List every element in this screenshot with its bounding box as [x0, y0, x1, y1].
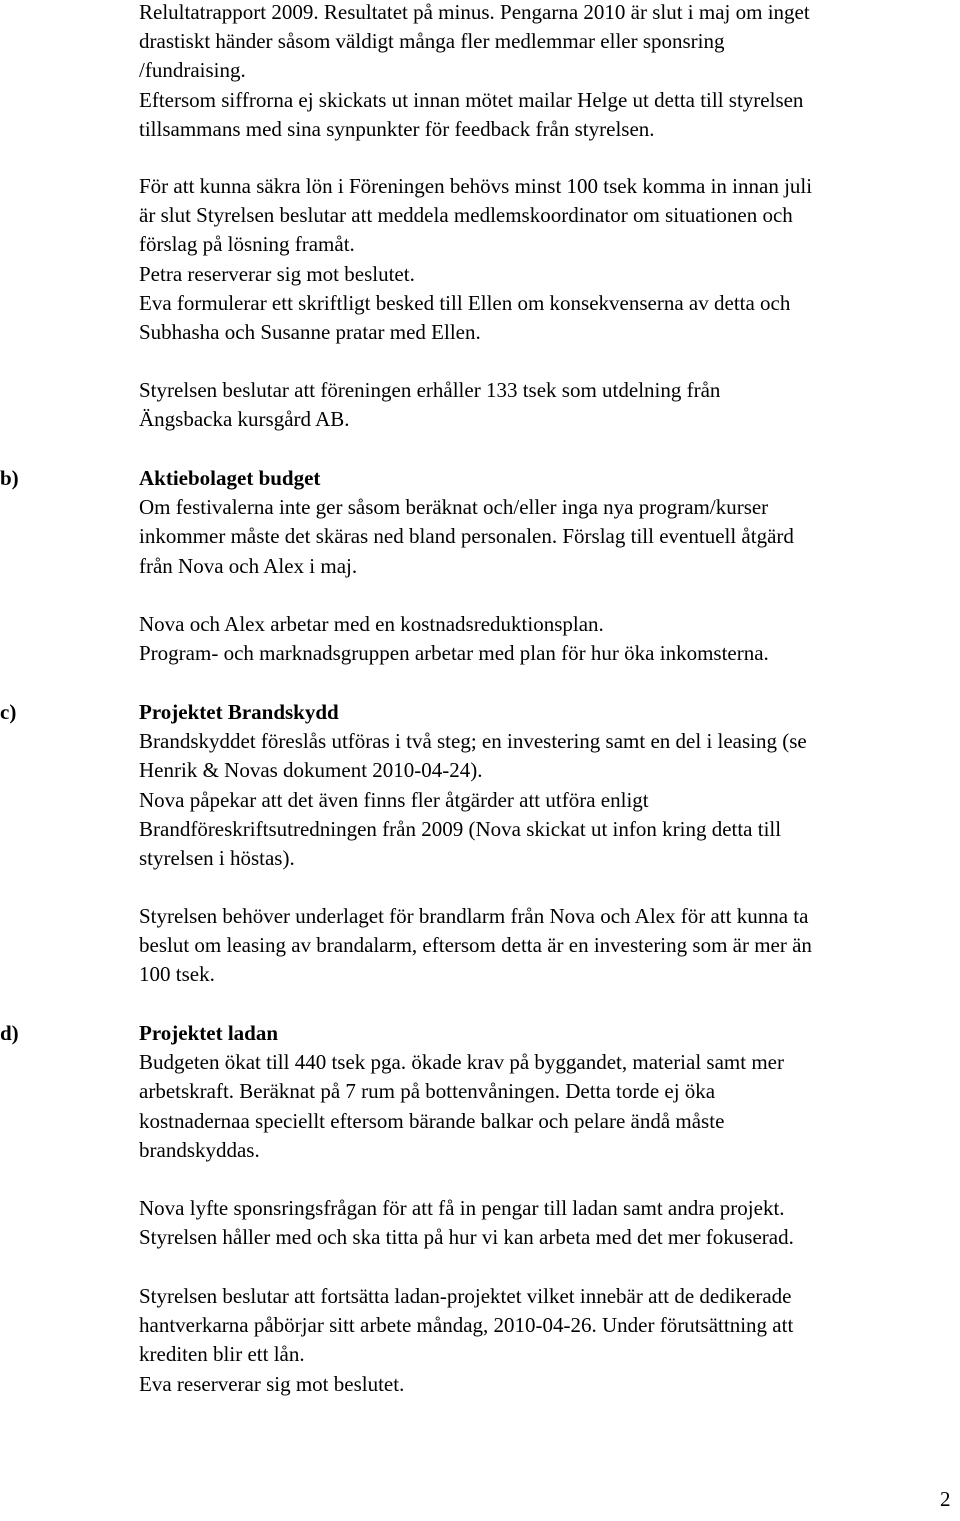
page-number: 2 — [940, 1487, 951, 1511]
text-line: är slut Styrelsen beslutar att meddela medlemskoordinator om situationen och — [139, 203, 793, 228]
text-line: tillsammans med sina synpunkter för feedback från styrelsen. — [139, 116, 655, 141]
text-line: styrelsen i höstas). — [139, 846, 295, 871]
text-line: Eva reserverar sig mot beslutet. — [139, 1371, 405, 1396]
section-b-actions — [139, 610, 954, 668]
paragraph-result-report — [139, 0, 954, 144]
text-line: Eftersom siffrorna ej skickats ut innan mötet mailar Helge ut detta till styrelsen — [139, 87, 804, 112]
text-line: drastiskt händer såsom väldigt många fler medlemmar eller sponsring — [139, 29, 725, 54]
text-line: Brandföreskriftsutredningen från 2009 (Nova skickat ut infon kring detta till — [139, 816, 782, 841]
section-marker-b: b) — [0, 466, 19, 490]
text-line: Eva formulerar ett skriftligt besked till Ellen om konsekvenserna av detta och — [139, 290, 791, 315]
text-line: Subhasha och Susanne pratar med Ellen. — [139, 320, 481, 345]
section-marker-c: c) — [0, 700, 17, 724]
text-line: /fundraising. — [139, 58, 246, 83]
section-d-title: Projektet ladan — [139, 1021, 279, 1045]
paragraph-grant-decision — [139, 376, 954, 434]
section-d — [139, 1019, 954, 1165]
text-line: 100 tsek. — [139, 962, 215, 987]
text-line: från Nova och Alex i maj. — [139, 553, 358, 578]
text-line: Program- och marknadsgruppen arbetar med plan för hur öka inkomsterna. — [139, 641, 769, 666]
section-marker-d: d) — [0, 1021, 19, 1045]
section-c — [139, 698, 954, 873]
text-line: beslut om leasing av brandalarm, eftersom detta är en investering som är mer än — [139, 933, 812, 958]
text-line: Nova påpekar att det även finns fler åtgärder att utföra enligt — [139, 787, 649, 812]
text-line: Nova och Alex arbetar med en kostnadsreduktionsplan. — [139, 612, 604, 636]
text-line: Henrik & Novas dokument 2010-04-24). — [139, 758, 483, 783]
section-d-sponsoring — [139, 1194, 954, 1252]
text-line: Budgeten ökat till 440 tsek pga. ökade krav på byggandet, material samt mer — [139, 1050, 784, 1075]
text-line: arbetskraft. Beräknat på 7 rum på bottenvåningen. Detta torde ej öka — [139, 1079, 716, 1104]
text-line: förslag på lösning framåt. — [139, 232, 355, 257]
text-line: brandskyddas. — [139, 1137, 260, 1162]
text-line: Ängsbacka kursgård AB. — [139, 407, 350, 432]
text-line: Brandskyddet föreslås utföras i två steg; en investering samt en del i leasing (se — [139, 729, 807, 754]
text-line: Om festivalerna inte ger såsom beräknat och/eller inga nya program/kurser — [139, 495, 769, 520]
text-line: Styrelsen håller med och ska titta på hur vi kan arbeta med det mer fokuserad. — [139, 1225, 794, 1250]
text-line: Nova lyfte sponsringsfrågan för att få in pengar till ladan samt andra projekt. — [139, 1196, 785, 1220]
section-c-fire-alarm — [139, 902, 954, 990]
text-line: kostnadernaa speciellt eftersom bärande balkar och pelare ändå måste — [139, 1108, 725, 1133]
section-c-title: Projektet Brandskydd — [139, 700, 339, 724]
text-line: Styrelsen beslutar att föreningen erhåller 133 tsek som utdelning från — [139, 378, 721, 402]
text-line: krediten blir ett lån. — [139, 1342, 305, 1367]
section-d-decision — [139, 1282, 954, 1399]
text-line: inkommer måste det skäras ned bland personalen. Förslag till eventuell åtgärd — [139, 524, 794, 549]
text-line: Styrelsen beslutar att fortsätta ladan-projektet vilket innebär att de dedikerade — [139, 1284, 792, 1308]
text-line: Styrelsen behöver underlaget för brandlarm från Nova och Alex för att kunna ta — [139, 904, 809, 928]
section-b-title: Aktiebolaget budget — [139, 466, 321, 490]
text-line: hantverkarna påbörjar sitt arbete måndag, 2010-04-26. Under förutsättning att — [139, 1313, 794, 1338]
section-b — [139, 464, 954, 581]
text-line: Relultatrapport 2009. Resultatet på minus. Pengarna 2010 är slut i maj om inget — [139, 0, 810, 24]
paragraph-salary-decision — [139, 172, 954, 347]
text-line: För att kunna säkra lön i Föreningen behövs minst 100 tsek komma in innan juli — [139, 174, 813, 198]
text-line: Petra reserverar sig mot beslutet. — [139, 261, 415, 286]
